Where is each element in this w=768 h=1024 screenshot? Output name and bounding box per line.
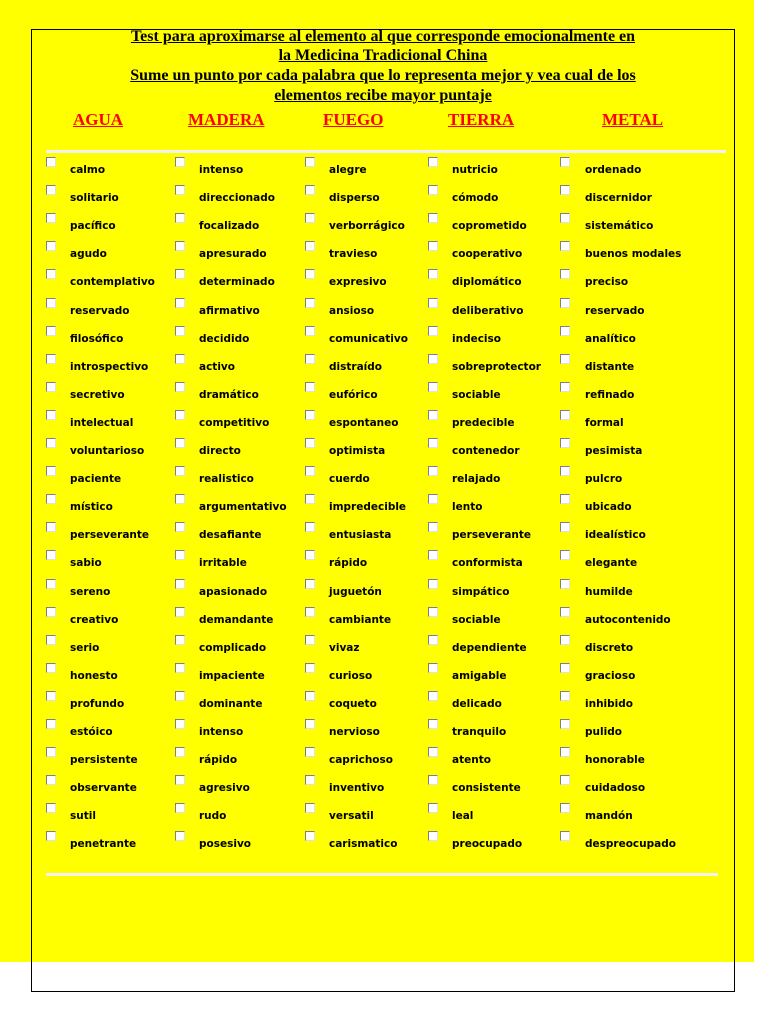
word-label: contenedor <box>452 445 520 457</box>
word-label: paciente <box>70 473 122 486</box>
checkbox[interactable] <box>428 691 438 701</box>
checkbox[interactable] <box>46 831 56 841</box>
checkbox[interactable] <box>46 466 56 476</box>
word-label: dramático <box>199 388 259 401</box>
checkbox[interactable] <box>175 438 185 448</box>
checkbox[interactable] <box>560 269 570 279</box>
checkbox[interactable] <box>175 691 185 701</box>
word-label: ubicado <box>585 501 632 514</box>
word-label: rápido <box>329 557 368 570</box>
word-label: dependiente <box>452 641 527 654</box>
word-label: optimista <box>329 445 386 457</box>
checkbox[interactable] <box>46 157 56 167</box>
checkbox[interactable] <box>175 269 185 279</box>
checkbox[interactable] <box>560 241 570 251</box>
word-label: impredecible <box>329 501 407 514</box>
word-label: coqueto <box>329 697 377 710</box>
word-label: simpático <box>452 585 510 598</box>
word-label: sociable <box>452 388 501 401</box>
checkbox[interactable] <box>46 494 56 504</box>
checkbox[interactable] <box>305 298 315 308</box>
checkbox[interactable] <box>305 775 315 785</box>
word-label: preciso <box>585 276 629 289</box>
word-label: pesimista <box>585 445 643 457</box>
checkbox[interactable] <box>46 607 56 617</box>
checkbox[interactable] <box>560 298 570 308</box>
word-label: pulido <box>585 726 622 738</box>
checkbox[interactable] <box>305 494 315 504</box>
checkbox[interactable] <box>560 607 570 617</box>
checkbox[interactable] <box>46 691 56 701</box>
word-label: voluntarioso <box>70 445 145 457</box>
word-label: sabio <box>70 557 102 570</box>
checkbox[interactable] <box>305 607 315 617</box>
checkbox[interactable] <box>428 213 438 223</box>
checkbox[interactable] <box>175 410 185 420</box>
checkbox[interactable] <box>428 579 438 589</box>
word-label: secretivo <box>70 388 125 401</box>
checkbox[interactable] <box>175 494 185 504</box>
word-label: relajado <box>452 473 501 486</box>
word-label: travieso <box>329 248 378 261</box>
word-label: ordenado <box>585 164 642 176</box>
checkbox[interactable] <box>560 522 570 532</box>
checkbox[interactable] <box>428 775 438 785</box>
checkbox[interactable] <box>560 326 570 336</box>
word-label: pulcro <box>585 473 623 486</box>
checkbox[interactable] <box>175 326 185 336</box>
checkbox[interactable] <box>560 382 570 392</box>
checkbox[interactable] <box>305 831 315 841</box>
checkbox[interactable] <box>46 579 56 589</box>
checkbox[interactable] <box>428 326 438 336</box>
word-label: sereno <box>70 585 111 598</box>
word-label: espontaneo <box>329 416 399 429</box>
checkbox[interactable] <box>305 410 315 420</box>
checkbox[interactable] <box>46 663 56 673</box>
checkbox[interactable] <box>46 438 56 448</box>
word-label: inhibido <box>585 697 633 710</box>
checkbox[interactable] <box>175 157 185 167</box>
word-label: estóico <box>70 726 113 738</box>
checkbox[interactable] <box>175 719 185 729</box>
word-label: apresurado <box>199 248 267 261</box>
word-label: humilde <box>585 585 633 598</box>
checkbox[interactable] <box>428 185 438 195</box>
word-label: amigable <box>452 669 507 682</box>
word-label: dominante <box>199 697 263 710</box>
word-label: versatil <box>329 810 374 823</box>
word-label: directo <box>199 445 241 457</box>
title-line-4: elementos recibe mayor puntaje <box>274 87 492 104</box>
word-label: místico <box>70 501 113 514</box>
word-label: agresivo <box>199 782 250 795</box>
checkbox[interactable] <box>175 803 185 813</box>
checkbox[interactable] <box>560 494 570 504</box>
word-label: idealístico <box>585 529 646 542</box>
word-label: atento <box>452 754 491 767</box>
checkbox[interactable] <box>175 663 185 673</box>
word-label: analítico <box>585 332 636 345</box>
column-header-madera: MADERA <box>188 110 265 129</box>
word-label: realistico <box>199 473 254 486</box>
word-label: buenos modales <box>585 248 682 261</box>
word-label: desafiante <box>199 529 262 542</box>
word-label: serio <box>70 641 100 654</box>
word-label: focalizado <box>199 220 260 233</box>
checkbox[interactable] <box>428 494 438 504</box>
checkbox[interactable] <box>305 438 315 448</box>
checkbox[interactable] <box>428 241 438 251</box>
checkbox[interactable] <box>46 747 56 757</box>
word-label: observante <box>70 782 137 795</box>
word-label: indeciso <box>452 332 501 345</box>
checkbox[interactable] <box>46 213 56 223</box>
checkbox[interactable] <box>428 269 438 279</box>
checkbox[interactable] <box>46 382 56 392</box>
word-label: agudo <box>70 248 107 261</box>
checkbox[interactable] <box>175 579 185 589</box>
word-label: calmo <box>70 164 106 176</box>
word-label: decidido <box>199 332 250 345</box>
word-label: lento <box>452 501 483 514</box>
word-label: cuidadoso <box>585 782 646 795</box>
word-label: filosófico <box>70 332 124 345</box>
checkbox[interactable] <box>305 157 315 167</box>
word-label: contemplativo <box>70 276 155 289</box>
word-label: despreocupado <box>585 838 676 851</box>
word-label: irritable <box>199 557 247 570</box>
checkbox[interactable] <box>560 354 570 364</box>
checkbox[interactable] <box>175 382 185 392</box>
checkbox[interactable] <box>175 607 185 617</box>
word-label: inventivo <box>329 782 385 795</box>
word-label: leal <box>452 810 474 823</box>
word-label: cómodo <box>452 192 499 205</box>
checkbox[interactable] <box>428 298 438 308</box>
checkbox[interactable] <box>175 831 185 841</box>
word-label: diplomático <box>452 276 522 289</box>
checkbox[interactable] <box>428 157 438 167</box>
title-line-3: Sume un punto por cada palabra que lo representa mejor y vea cual de los <box>130 67 636 84</box>
checkbox[interactable] <box>46 550 56 560</box>
word-label: autocontenido <box>585 613 671 626</box>
word-label: competitivo <box>199 416 270 429</box>
checkbox[interactable] <box>560 719 570 729</box>
checkbox[interactable] <box>46 719 56 729</box>
word-label: preocupado <box>452 838 523 851</box>
checkbox[interactable] <box>560 635 570 645</box>
word-label: caprichoso <box>329 754 393 767</box>
word-label: profundo <box>70 697 125 710</box>
checkbox[interactable] <box>46 326 56 336</box>
word-label: complicado <box>199 641 267 654</box>
checkbox[interactable] <box>305 635 315 645</box>
checkbox[interactable] <box>175 466 185 476</box>
word-label: tranquilo <box>452 726 507 738</box>
checkbox[interactable] <box>560 691 570 701</box>
word-label: intenso <box>199 164 244 176</box>
word-label: ansioso <box>329 304 375 317</box>
checkbox[interactable] <box>560 157 570 167</box>
word-label: conformista <box>452 557 523 570</box>
checkbox[interactable] <box>175 775 185 785</box>
checkbox[interactable] <box>46 298 56 308</box>
top-rule <box>46 150 726 153</box>
checkbox[interactable] <box>305 241 315 251</box>
checkbox[interactable] <box>305 550 315 560</box>
checkbox[interactable] <box>305 522 315 532</box>
checkbox[interactable] <box>305 213 315 223</box>
checkbox[interactable] <box>428 410 438 420</box>
word-label: elegante <box>585 557 638 570</box>
word-label: reservado <box>70 304 130 317</box>
word-label: persistente <box>70 754 138 767</box>
checkbox[interactable] <box>428 831 438 841</box>
word-label: discernidor <box>585 192 652 205</box>
word-label: juguetón <box>329 585 382 598</box>
checkbox[interactable] <box>175 635 185 645</box>
word-label: cooperativo <box>452 248 523 261</box>
word-label: demandante <box>199 613 274 626</box>
word-label: delicado <box>452 697 502 710</box>
checkbox[interactable] <box>305 382 315 392</box>
word-label: comunicativo <box>329 332 408 345</box>
checkbox[interactable] <box>428 438 438 448</box>
checkbox[interactable] <box>46 635 56 645</box>
word-label: reservado <box>585 304 645 317</box>
word-label: predecible <box>452 416 515 429</box>
word-label: disperso <box>329 192 380 205</box>
word-label: nutricio <box>452 164 498 176</box>
checkbox[interactable] <box>305 803 315 813</box>
checkbox[interactable] <box>46 185 56 195</box>
checkbox[interactable] <box>560 466 570 476</box>
word-label: direccionado <box>199 192 275 205</box>
word-label: nervioso <box>329 726 380 738</box>
checkbox[interactable] <box>175 241 185 251</box>
checkbox[interactable] <box>560 803 570 813</box>
checkbox[interactable] <box>560 185 570 195</box>
word-label: intelectual <box>70 416 134 429</box>
word-label: discreto <box>585 641 634 654</box>
column-header-fuego: FUEGO <box>323 110 384 129</box>
word-label: determinado <box>199 276 275 289</box>
word-label: rudo <box>199 810 227 823</box>
checkbox[interactable] <box>305 579 315 589</box>
checkbox[interactable] <box>46 775 56 785</box>
word-label: posesivo <box>199 838 252 851</box>
column-header-metal: METAL <box>602 110 664 129</box>
checkbox[interactable] <box>428 635 438 645</box>
checkbox[interactable] <box>175 550 185 560</box>
word-label: eufórico <box>329 388 378 401</box>
checkbox[interactable] <box>428 747 438 757</box>
checkbox[interactable] <box>305 269 315 279</box>
checkbox[interactable] <box>305 719 315 729</box>
word-label: deliberativo <box>452 304 524 317</box>
word-label: creativo <box>70 613 119 626</box>
word-label: coprometido <box>452 220 527 233</box>
title-line-1: Test para aproximarse al elemento al que corresponde emocionalmente en <box>130 28 636 45</box>
checkbox[interactable] <box>305 354 315 364</box>
checkbox[interactable] <box>175 213 185 223</box>
word-label: honorable <box>585 754 645 767</box>
checkbox[interactable] <box>560 747 570 757</box>
word-label: curioso <box>329 669 373 682</box>
checkbox[interactable] <box>46 410 56 420</box>
checkbox[interactable] <box>560 831 570 841</box>
word-label: argumentativo <box>199 501 287 514</box>
word-label: cambiante <box>329 613 392 626</box>
word-label: sutil <box>70 810 96 823</box>
word-label: pacífico <box>70 220 116 233</box>
word-label: apasionado <box>199 585 268 598</box>
word-label: refinado <box>585 388 635 401</box>
checkbox[interactable] <box>428 550 438 560</box>
word-label: intenso <box>199 726 244 738</box>
word-label: sobreprotector <box>452 360 541 373</box>
checkbox[interactable] <box>175 747 185 757</box>
word-label: activo <box>199 360 235 373</box>
checkbox[interactable] <box>428 719 438 729</box>
checkbox[interactable] <box>560 438 570 448</box>
word-label: introspectivo <box>70 360 149 373</box>
word-label: afirmativo <box>199 304 260 317</box>
word-label: perseverante <box>452 529 532 542</box>
word-label: carismatico <box>329 838 398 851</box>
word-label: gracioso <box>585 669 636 682</box>
word-label: cuerdo <box>329 473 370 486</box>
word-label: vivaz <box>329 641 360 654</box>
checkbox[interactable] <box>428 663 438 673</box>
checkbox[interactable] <box>560 579 570 589</box>
word-label: alegre <box>329 164 367 176</box>
checkbox[interactable] <box>305 326 315 336</box>
checkbox[interactable] <box>305 466 315 476</box>
checkbox[interactable] <box>428 382 438 392</box>
word-label: rápido <box>199 754 238 767</box>
word-label: sistemático <box>585 220 654 233</box>
checkbox[interactable] <box>428 354 438 364</box>
checkbox[interactable] <box>560 213 570 223</box>
checkbox[interactable] <box>305 747 315 757</box>
word-label: formal <box>585 416 624 429</box>
checkbox[interactable] <box>46 803 56 813</box>
checkbox[interactable] <box>560 663 570 673</box>
checkbox[interactable] <box>560 775 570 785</box>
word-label: sociable <box>452 613 501 626</box>
word-label: penetrante <box>70 838 137 851</box>
word-label: consistente <box>452 782 521 795</box>
checkbox[interactable] <box>428 607 438 617</box>
word-label: honesto <box>70 669 118 682</box>
checkbox[interactable] <box>46 354 56 364</box>
word-label: entusiasta <box>329 529 392 542</box>
checkbox[interactable] <box>175 298 185 308</box>
bottom-rule <box>46 873 718 876</box>
checkbox[interactable] <box>305 691 315 701</box>
word-label: distante <box>585 360 635 373</box>
checkbox[interactable] <box>175 522 185 532</box>
checkbox[interactable] <box>46 522 56 532</box>
checkbox[interactable] <box>175 185 185 195</box>
word-label: mandón <box>585 810 633 823</box>
checkbox[interactable] <box>428 466 438 476</box>
word-label: impaciente <box>199 669 265 682</box>
checkbox[interactable] <box>560 410 570 420</box>
column-header-tierra: TIERRA <box>448 110 515 129</box>
word-label: perseverante <box>70 529 150 542</box>
word-label: distraído <box>329 360 382 373</box>
checkbox[interactable] <box>46 241 56 251</box>
checkbox[interactable] <box>175 354 185 364</box>
word-label: verborrágico <box>329 220 405 233</box>
checkbox[interactable] <box>428 803 438 813</box>
word-label: expresivo <box>329 276 387 289</box>
checkbox[interactable] <box>428 522 438 532</box>
title-line-2: la Medicina Tradicional China <box>278 47 488 64</box>
column-header-agua: AGUA <box>73 110 124 129</box>
checkbox[interactable] <box>305 663 315 673</box>
checkbox[interactable] <box>560 550 570 560</box>
checkbox[interactable] <box>305 185 315 195</box>
checkbox[interactable] <box>46 269 56 279</box>
word-label: solitario <box>70 192 119 205</box>
